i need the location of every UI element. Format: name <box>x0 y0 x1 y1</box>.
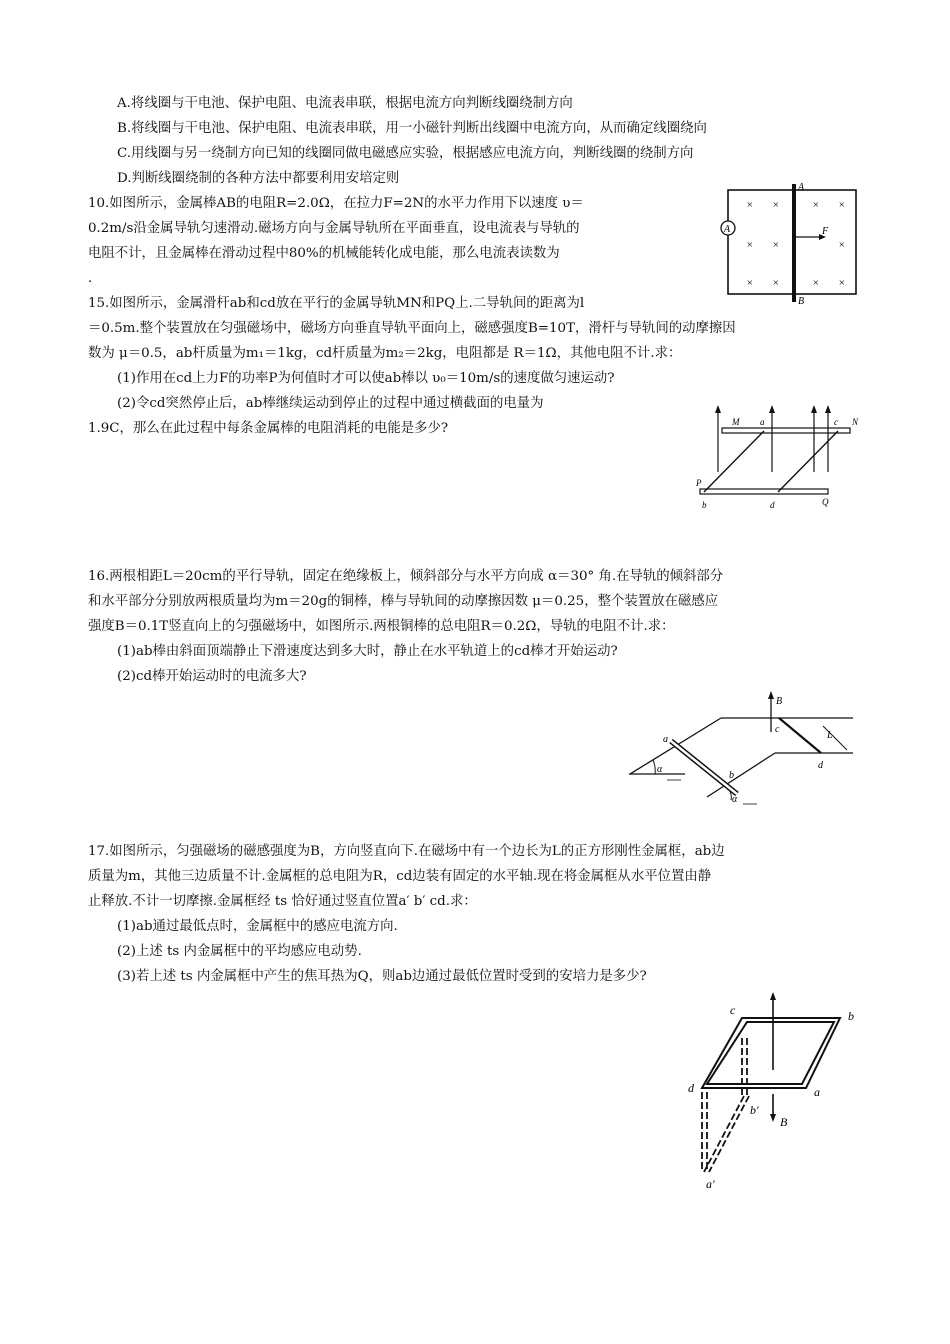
label-alpha: α <box>732 794 738 805</box>
label-b: b <box>702 500 707 510</box>
q15-rails-figure <box>692 400 872 520</box>
cross-mark: × <box>746 239 754 251</box>
q10-circuit-figure <box>712 180 862 305</box>
q10-line-3: 电阻不计，且金属棒在滑动过程中80%的机械能转化成电能，那么电流表读数为 <box>88 246 560 261</box>
q16-sub-2: (2)cd棒开始运动时的电流多大? <box>117 669 307 684</box>
cross-mark: × <box>746 277 754 289</box>
q10-line-4: . <box>88 271 93 286</box>
q15-sub-2: (2)令cd突然停止后，ab棒继续运动到停止的过程中通过横截面的电量为 <box>117 396 544 411</box>
q15-sub-1: (1)作用在cd上力F的功率P为何值时才可以使ab棒以 υ₀＝10m/s的速度做匀速运动? <box>117 371 615 386</box>
q9-option-d: D.判断线圈绕制的各种方法中都要利用安培定则 <box>117 171 400 186</box>
label-b: b <box>848 1009 854 1023</box>
cross-mark: × <box>838 277 846 289</box>
label-B: B <box>780 1115 788 1129</box>
q15-line-3: 数为 μ＝0.5，ab杆质量为m₁＝1kg，cd杆质量为m₂＝2kg，电阻都是 R＝1Ω，其他电阻不计.求： <box>88 346 682 361</box>
q16-sub-1: (1)ab棒由斜面顶端静止下滑速度达到多大时，静止在水平轨道上的cd棒才开始运动? <box>117 644 618 659</box>
cross-mark: × <box>812 277 820 289</box>
q16-line-3: 强度B＝0.1T竖直向上的匀强磁场中，如图所示.两根铜棒的总电阻R＝0.2Ω，导轨的电阻不计.求： <box>88 619 675 634</box>
label-B: B <box>798 296 805 305</box>
q17-sub-3: (3)若上述 ts 内金属框中产生的焦耳热为Q，则ab边通过最低位置时受到的安培力是多少? <box>117 969 647 984</box>
label-d: d <box>818 760 823 771</box>
q10-line-2: 0.2m/s沿金属导轨匀速滑动.磁场方向与金属导轨所在平面垂直，设电流表与导轨的 <box>88 221 580 236</box>
q16-incline-figure <box>625 688 865 810</box>
cross-mark: × <box>746 199 754 211</box>
q9-option-b: B.将线圈与干电池、保护电阻、电流表串联，用一小磁针判断出线圈中电流方向，从而确定线圈绕向 <box>117 121 707 136</box>
cross-mark: × <box>772 277 780 289</box>
label-d: d <box>770 500 775 510</box>
q9-option-a: A.将线圈与干电池、保护电阻、电流表串联，根据电流方向判断线圈绕制方向 <box>117 96 573 111</box>
q17-sub-1: (1)ab通过最低点时，金属框中的感应电流方向. <box>117 919 398 934</box>
label-A: A <box>798 182 805 193</box>
label-Q: Q <box>822 497 829 507</box>
label-b-prime: b′ <box>750 1103 759 1117</box>
q17-frame-figure <box>680 992 870 1192</box>
q9-option-c: C.用线圈与另一绕制方向已知的线圈同做电磁感应实验，根据感应电流方向，判断线圈的绕制方向 <box>117 146 694 161</box>
q17-sub-2: (2)上述 ts 内金属框中的平均感应电动势. <box>117 944 362 959</box>
label-F: F <box>822 226 829 237</box>
label-B: B <box>776 696 783 707</box>
label-a: a <box>814 1085 820 1099</box>
cross-mark: × <box>838 239 846 251</box>
label-a-prime: a′ <box>706 1177 715 1191</box>
q16-line-1: 16.两根相距L＝20cm的平行导轨，固定在绝缘板上，倾斜部分与水平方向成 α＝30° 角.在导轨的倾斜部分 <box>88 569 724 584</box>
label-c: c <box>834 417 838 427</box>
q15-tail: 1.9C，那么在此过程中每条金属棒的电阻消耗的电能是多少? <box>88 421 449 436</box>
label-b: b <box>729 770 734 781</box>
cross-mark: × <box>812 199 820 211</box>
q16-line-2: 和水平部分分别放两根质量均为m＝20g的铜棒，棒与导轨间的动摩擦因数 μ＝0.25，整个装置放在磁感应 <box>88 594 719 609</box>
cross-mark: × <box>772 239 780 251</box>
q17-line-2: 质量为m，其他三边质量不计.金属框的总电阻为R，cd边装有固定的水平轴.现在将金属框从水平位置由静 <box>88 869 712 884</box>
cross-mark: × <box>838 199 846 211</box>
label-c: c <box>730 1003 736 1017</box>
q15-line-2: ＝0.5m.整个装置放在匀强磁场中，磁场方向垂直导轨平面向上，磁感强度B=10T，滑杆与导轨间的动摩擦因 <box>88 321 736 336</box>
q17-line-1: 17.如图所示，匀强磁场的磁感强度为B，方向竖直向下.在磁场中有一个边长为L的正方形刚性金属框，ab边 <box>88 844 725 859</box>
label-a: a <box>760 417 765 427</box>
label-c: c <box>775 724 780 735</box>
q10-line-1: 10.如图所示，金属棒AB的电阻R=2.0Ω，在拉力F=2N的水平力作用下以速度 υ＝ <box>88 196 584 211</box>
label-L: L <box>827 730 833 741</box>
label-a: a <box>663 734 668 745</box>
label-P: P <box>696 478 702 488</box>
cross-mark: × <box>772 199 780 211</box>
q17-line-3: 止释放.不计一切摩擦.金属框经 ts 恰好通过竖直位置a′ b′ cd.求： <box>88 894 477 909</box>
label-N: N <box>852 417 859 427</box>
label-M: M <box>732 417 740 427</box>
label-d: d <box>688 1081 694 1095</box>
q15-line-1: 15.如图所示，金属滑杆ab和cd放在平行的金属导轨MN和PQ上.二导轨间的距离为l <box>88 296 585 311</box>
label-alpha: α <box>657 764 663 775</box>
ammeter-label: A <box>724 224 731 235</box>
